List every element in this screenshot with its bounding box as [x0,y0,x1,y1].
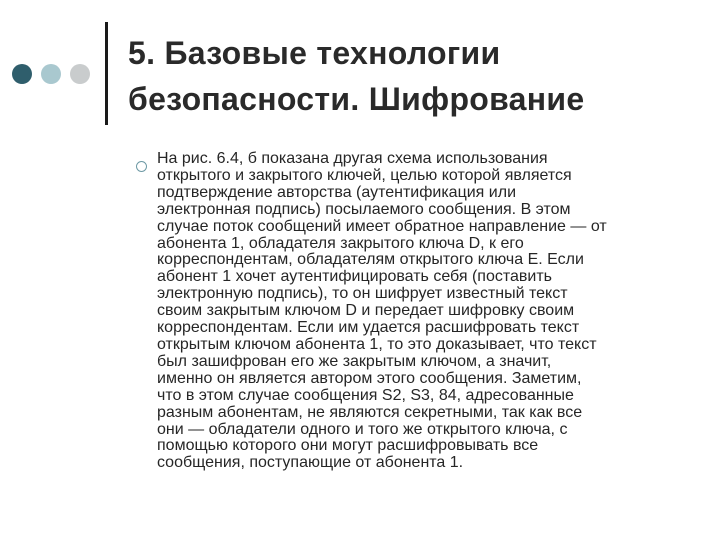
title-divider [105,22,108,125]
light-teal-dot-icon [41,64,61,84]
dark-teal-dot-icon [12,64,32,84]
three-dots-icon [12,64,96,86]
gray-dot-icon [70,64,90,84]
bullet-text: На рис. 6.4, б показана другая схема использования открытого и закрытого ключей, целью которой является подтверждение авторства (аутентификация или электронная подпись) посылаемого сообщения. В этом случае поток сообщений имеет обратное направление — от абонента 1, обладателя закрытого ключа D, к его корреспондентам, обладателям открытого ключа E. Если абонент 1 хочет аутентифицировать себя (поставить электронную подпись), то он шифрует известный текст своим закрытым ключом D и передает шифровку своим корреспондентам. Если им удается расшифровать текст открытым ключом абонента 1, то это доказывает, что текст был зашифрован его же закрытым ключом, а значит, именно он является автором этого сообщения. Заметим, что в этом случае сообщения S2, S3, 84, адресованные разным абонентам, не являются секретными, так как все они — обладатели одного и того же открытого ключа, с помощью которого они могут расшифровывать все сообщения, поступающие от абонента 1. [157,150,607,472]
hollow-circle-bullet-icon [136,161,147,172]
slide-title: 5. Базовые технологии безопасности. Шифрование [128,35,585,117]
